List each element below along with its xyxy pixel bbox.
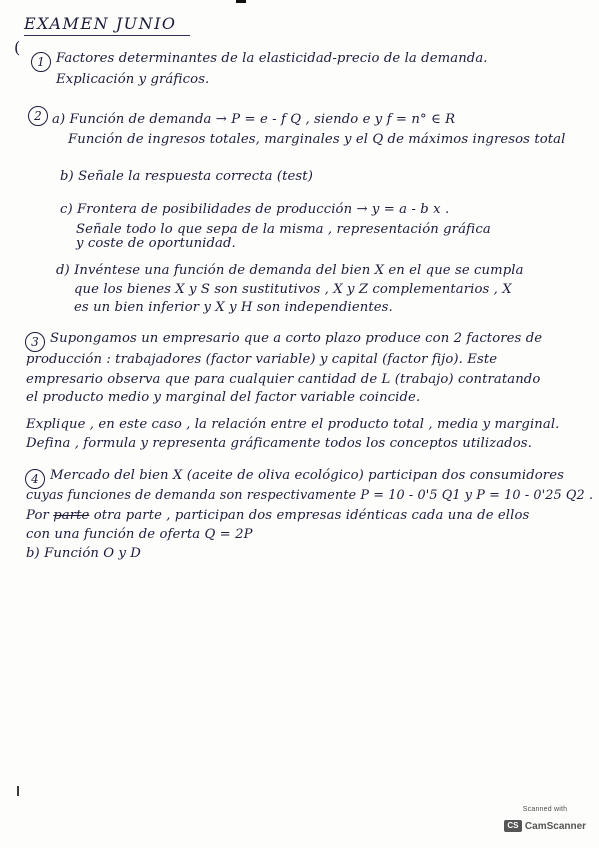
q2d-line-2: que los bienes X y S son sustitutivos , X y Z complementarios , X [74,282,512,297]
q4-line-3 [26,508,529,523]
stamp-brand [504,820,586,832]
q2c-line-3: y coste de oportunidad. [76,236,236,251]
q4-struck-word: parte [53,508,90,523]
stamp-brand-name: CamScanner [524,820,587,832]
q2c-line-1: c) Frontera de posibilidades de producción → y = a - b x . [60,202,450,217]
q3-line-5: Explique , en este caso , la relación entre el producto total , media y marginal. [26,417,560,432]
q1-line-1: Factores determinantes de la elasticidad-precio de la demanda. [56,51,488,66]
q1-line-2: Explicación y gráficos. [56,72,210,87]
q2a-line-2: Función de ingresos totales, marginales y el Q de máximos ingresos total [68,132,566,147]
q2c-line-2: Señale todo lo que sepa de la misma , representación gráfica [76,222,491,237]
q3-line-2: producción : trabajadores (factor variable) y capital (factor fijo). Este [26,352,498,367]
stamp-caption: Scanned with [522,806,568,813]
q4-line-4: con una función de oferta Q = 2P [26,527,253,542]
camscanner-logo-icon: CS [504,820,522,832]
scan-edge-mark [236,0,246,3]
q2b-line-1: b) Señale la respuesta correcta (test) [60,169,313,184]
q4-line-1: Mercado del bien X (aceite de oliva ecológico) participan dos consumidores [50,468,564,483]
q4-line-2: cuyas funciones de demanda son respectivamente P = 10 - 0'5 Q1 y P = 10 - 0'25 Q2 . [26,488,594,503]
q2d-line-1: d) Invéntese una función de demanda del bien X en el que se cumpla [56,263,524,278]
q3-line-1: Supongamos un empresario que a corto plazo produce con 2 factores de [50,331,543,346]
q4-line-3-pre: Por [26,508,49,523]
exam-title: EXAMEN JUNIO [24,14,177,33]
q4-line-3-post: otra parte , participan dos empresas idénticas cada una de ellos [93,508,530,523]
margin-mark: ( [14,38,21,57]
q2a-line-1: a) Función de demanda → P = e - f Q , siendo e y f = n° ∈ R [52,112,456,127]
question-number-3: 3 [25,332,45,352]
question-number-4: 4 [25,469,45,489]
question-number-1: 1 [31,52,51,72]
q3-line-6: Defina , formula y representa gráficamente todos los conceptos utilizados. [26,436,532,451]
q2d-line-3: es un bien inferior y X y H son independientes. [74,300,393,315]
q3-line-4: el producto medio y marginal del factor variable coincide. [26,390,421,405]
q3-line-3: empresario observa que para cualquier cantidad de L (trabajo) contratando [26,372,541,387]
camscanner-stamp [500,806,590,840]
question-number-2: 2 [28,106,48,126]
scan-edge-mark-bottom [17,786,19,796]
q4b-line-1: b) Función O y D [26,546,141,561]
title-underline [24,35,190,36]
